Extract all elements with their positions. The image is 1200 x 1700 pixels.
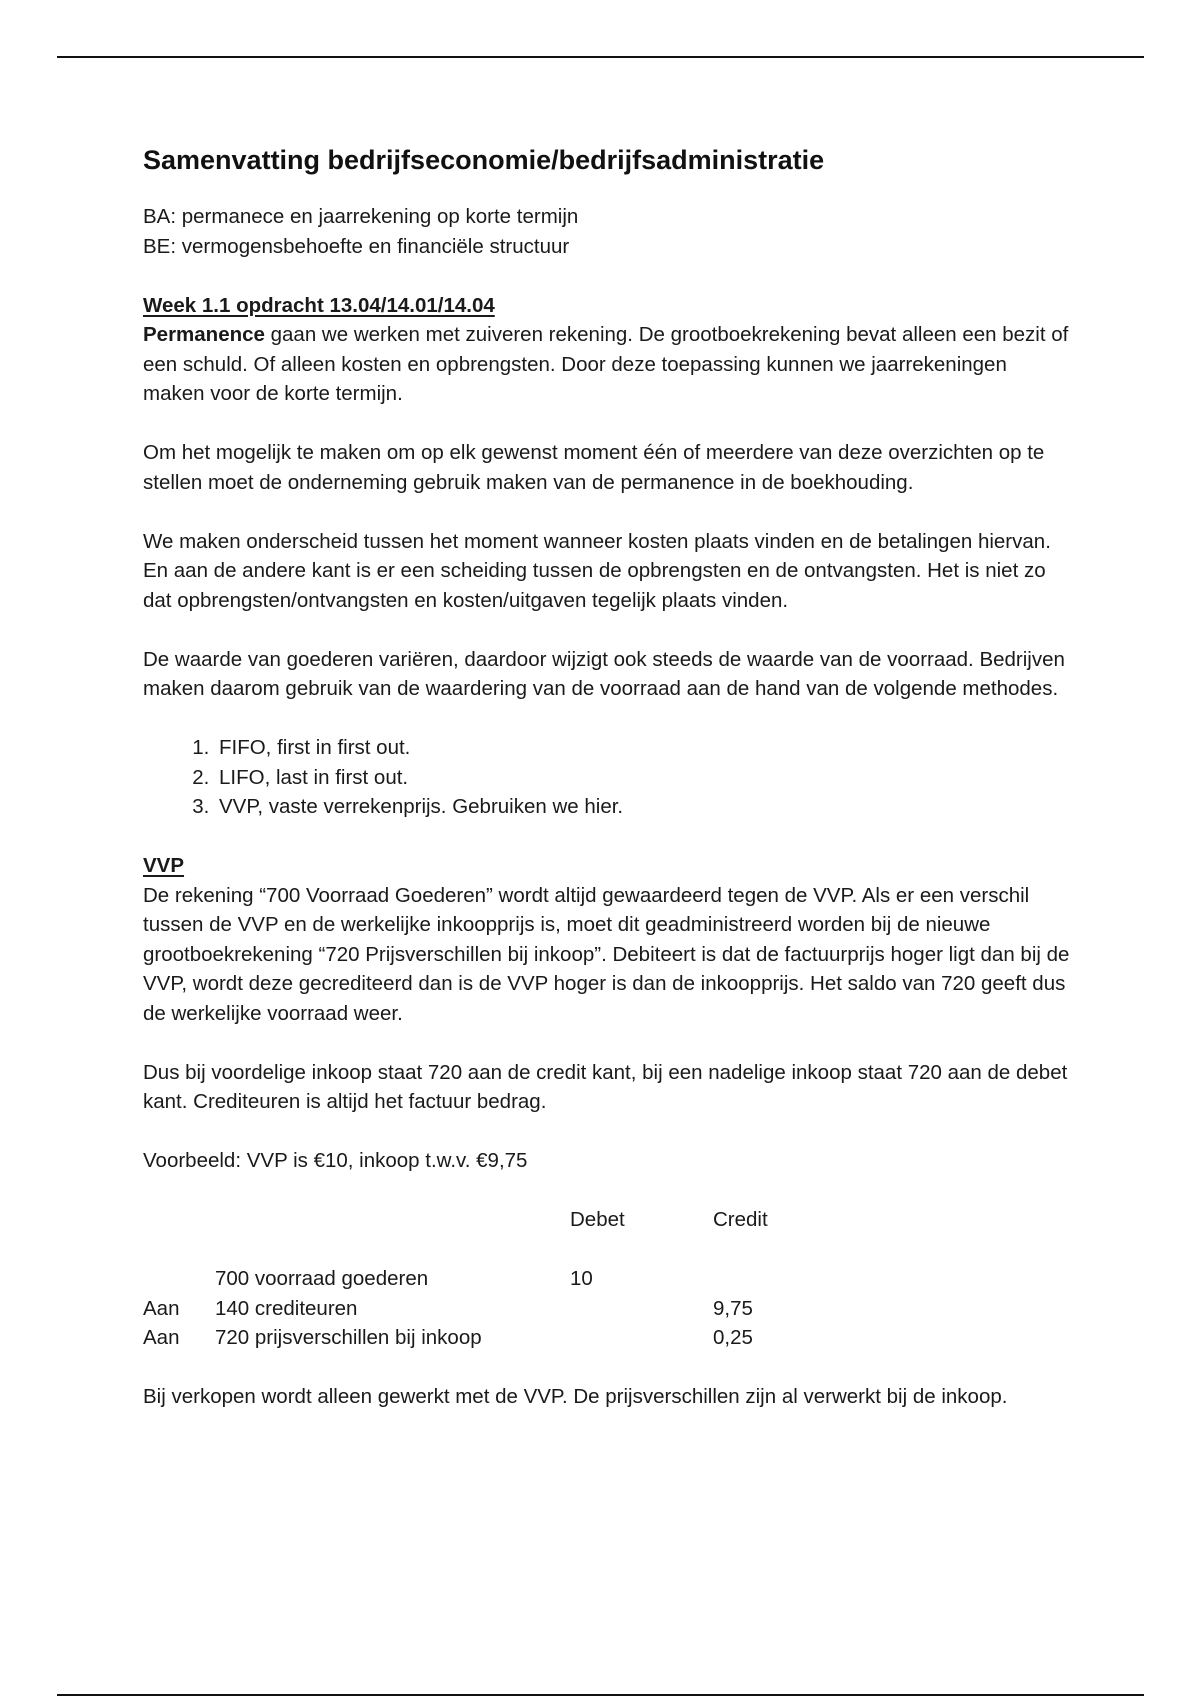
journal-row [143, 1264, 1073, 1294]
paragraph-waarde: De waarde van goederen variëren, daardoor wijzigt ook steeds de waarde van de voorraad. Bedrijven maken daarom gebruik van de waardering van de voorraad aan de hand van de volgende methodes. [143, 647, 1065, 700]
list-item: 1. FIFO, first in first out. [215, 733, 1073, 763]
journal-header-debet: Debet [570, 1208, 625, 1231]
list-item: 2. LIFO, last in first out. [215, 763, 1073, 793]
methods-list [143, 733, 1073, 822]
header-rule [57, 56, 1144, 58]
journal-credit: 0,25 [713, 1326, 753, 1349]
journal-entry [143, 1205, 1073, 1353]
journal-header-row [143, 1205, 1073, 1235]
journal-prefix: Aan [143, 1296, 180, 1320]
week-heading-line [143, 291, 1073, 321]
document-page [143, 140, 1073, 1441]
journal-header-credit: Credit [713, 1208, 768, 1231]
journal-credit [713, 1264, 856, 1294]
intro-line-be: BE: vermogensbehoefte en financiële structuur [143, 234, 570, 258]
journal-row [143, 1294, 1073, 1324]
intro-line-ba: BA: permanece en jaarrekening op korte termijn [143, 205, 579, 228]
journal-credit: 9,75 [713, 1296, 753, 1320]
journal-row [143, 1323, 1073, 1353]
list-item: 3. VVP, vaste verrekenprijs. Gebruiken we hier. [215, 792, 1073, 822]
journal-account: 140 crediteuren [215, 1296, 358, 1320]
paragraph-onderscheid: We maken onderscheid tussen het moment wanneer kosten plaats vinden en de betalingen hiervan. En aan de andere kant is er een scheiding tussen de opbrengsten en de ontvangsten. Het is niet zo dat opbrengsten/ontvangsten en kosten/uitgaven tegelijk plaats vinden. [143, 529, 1051, 612]
week-heading: Week 1.1 opdracht 13.04/14.01/14.04 [143, 293, 495, 317]
paragraph-vvp: De rekening “700 Voorraad Goederen” wordt altijd gewaardeerd tegen de VVP. Als er een verschil tussen de VVP en de werkelijke inkoopprijs is, moet dit geadministreerd worden bij de nieuwe grootboekrekening “720 Prijsverschillen bij inkoop”. Debiteert is dat de factuurprijs hoger ligt dan bij de VVP, wordt deze gecrediteerd dan is de VVP hoger is dan de inkoopprijs. Het saldo van 720 geeft dus de werkelijke voorraad weer. [143, 883, 1070, 1025]
journal-prefix [143, 1264, 215, 1294]
vvp-heading: VVP [143, 854, 185, 877]
intro-block [143, 202, 1073, 261]
example-line: Voorbeeld: VVP is €10, inkoop t.w.v. €9,75 [143, 1149, 528, 1172]
document-title: Samenvatting bedrijfseconomie/bedrijfsadministratie [143, 145, 825, 175]
permanence-paragraph [143, 320, 1073, 409]
journal-debet [570, 1294, 713, 1324]
vvp-heading-line [143, 851, 1073, 881]
journal-debet [570, 1323, 713, 1353]
journal-spacer [143, 1235, 1073, 1265]
paragraph-dus: Dus bij voordelige inkoop staat 720 aan de credit kant, bij een nadelige inkoop staat 720 aan de debet kant. Crediteuren is altijd het factuur bedrag. [143, 1060, 1068, 1113]
journal-account: 720 prijsverschillen bij inkoop [215, 1326, 482, 1349]
journal-debet: 10 [570, 1267, 593, 1290]
permanence-text: gaan we werken met zuiveren rekening. De grootboekrekening bevat alleen een bezit of een schuld. Of alleen kosten en opbrengsten. Door deze toepassing kunnen we jaarrekeningen maken voor de korte termijn. [143, 323, 1069, 405]
journal-prefix: Aan [143, 1326, 180, 1349]
paragraph-overzichten: Om het mogelijk te maken om op elk gewenst moment één of meerdere van deze overzichten op te stellen moet de onderneming gebruik maken van de permanence in de boekhouding. [143, 441, 1045, 494]
footer-rule [57, 1694, 1144, 1696]
permanence-term: Permanence [143, 323, 265, 346]
journal-account: 700 voorraad goederen [215, 1267, 429, 1290]
paragraph-verkopen: Bij verkopen wordt alleen gewerkt met de VVP. De prijsverschillen zijn al verwerkt bij de inkoop. [143, 1385, 1008, 1408]
